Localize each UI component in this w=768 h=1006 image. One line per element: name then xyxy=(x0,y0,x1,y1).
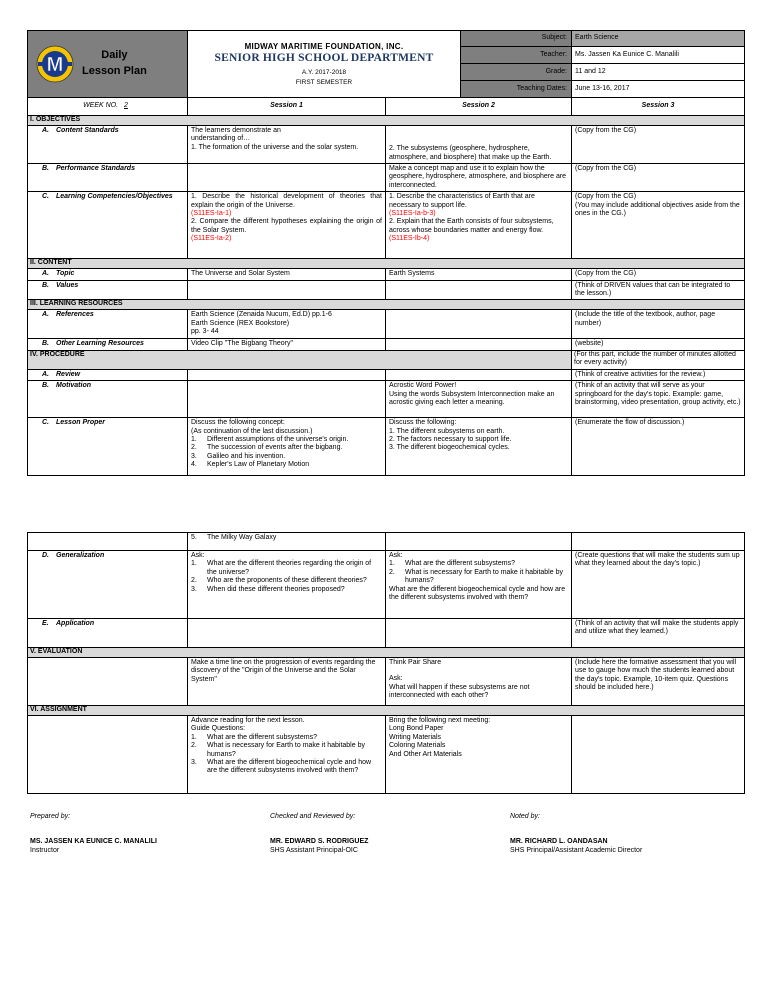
header-table xyxy=(27,30,745,98)
subject-label: Subject: xyxy=(461,31,572,47)
grade-value: 11 and 12 xyxy=(572,64,745,81)
motivation-row: B. Motivation Acrostic Word Power! Using the words Subsystem Interconnection make an acrostic giving each letter a meaning. (Think of an activity that will serve as your springboard for the day's topic. Example: game, brainstorming, video presentation, group activity, etc.) xyxy=(28,381,745,418)
semester: FIRST SEMESTER xyxy=(295,78,353,86)
competency-code: (S11ES-Ia-b-3) xyxy=(389,209,436,217)
content-standards-row: A. Content Standards The learners demonstrate an understanding of… 1. The formation of the universe and the solar system. 2. The subsystems (geosphere, hydrosphere, atmosphere, and biosphere) that make up the Earth. (Copy from the CG) xyxy=(28,126,745,164)
evaluation-row: Make a time line on the progression of events regarding the discovery of the "Origin of the Universe and the Solar System" Think Pair Share Ask: What will happen if these subsystems are not interconnected with each other? (Include here the formative assessment that you will use to gauge how much the students learned about the day's topic. Example, 10-item quiz. Questions should be included here.) xyxy=(28,658,745,706)
noted-by-name: MR. RICHARD L. OANDASAN xyxy=(510,838,608,846)
teacher-label: Teacher: xyxy=(461,47,572,64)
prepared-by-name: MS. JASSEN KA EUNICE C. MANALILI xyxy=(30,838,157,846)
list-item: 2. Who are the proponents of these different theories? xyxy=(191,577,367,585)
content-standards-label: Content Standards xyxy=(56,127,119,134)
procedure-heading-row: IV. PROCEDURE (For this part, include the number of minutes allotted for every activity) xyxy=(28,350,745,369)
dates-value: June 13-16, 2017 xyxy=(572,81,745,98)
topic-row: A. Topic The Universe and Solar System Earth Systems (Copy from the CG) xyxy=(28,269,745,280)
motivation-label: Motivation xyxy=(56,382,91,390)
generalization-row: D. Generalization Ask: 1. What are the different theories regarding the origin of the universe? 2. Who are the proponents of these different theories? 3. When did these different theories proposed? Ask: 1. What are the different subsystems? 2. What is necessary for Earth to make it habitable by humans? What are the different biogeochemical cycle and how are the different subsystems involved with them? (Create questions that will make the students sum up what they learned about the day's topic.) xyxy=(28,551,745,619)
school-info xyxy=(188,31,461,98)
dates-label: Teaching Dates: xyxy=(461,81,572,98)
dept-name: SENIOR HIGH SCHOOL DEPARTMENT xyxy=(214,52,434,65)
subject-value: Earth Science xyxy=(572,31,745,47)
procedure-heading: IV. PROCEDURE xyxy=(28,350,572,369)
week-no: WEEK NO. 2 xyxy=(28,98,188,116)
session-1-header: Session 1 xyxy=(188,98,386,116)
references-row: A. References Earth Science (Zenaida Nucum, Ed.D) pp.1-6 Earth Science (REX Bookstore) pp. 3- 44 (Include the title of the textbook, author, page number) xyxy=(28,310,745,339)
logo-letter: M xyxy=(46,54,64,76)
lesson-proper-row: C. Lesson Proper Discuss the following concept: (As continuation of the last discussion.) 1. Different assumptions of the universe's origin. 2. The succession of events after the bigbang. 3. Galileo and his invention. 4. Kepler's Law of Planetary Motion Discuss the following: 1. The different subsystems on earth. 2. The factors necessary to support life. 3. The different biogeochemical cycles. (Enumerate the flow of discussion.) xyxy=(28,418,745,476)
other-resources-row: B. Other Learning Resources Video Clip "The Bigbang Theory" (website) xyxy=(28,339,745,350)
references-label: References xyxy=(56,311,94,319)
evaluation-heading: V. EVALUATION xyxy=(28,648,745,658)
learning-competencies-label: Learning Competencies/Objectives xyxy=(56,193,173,201)
assignment-row: Advance reading for the next lesson. Guide Questions: 1. What are the different subsystems? 2. What is necessary for Earth to make it habitable by humans? 3. What are the different biogeochemical cycle and how are the different subsystems involved with them? Bring the following next meeting: Long Bond Paper Writing Materials Coloring Materials And Other Art Materials xyxy=(28,716,745,794)
generalization-label: Generalization xyxy=(56,552,105,559)
list-item: 3. Galileo and his invention. xyxy=(191,452,286,460)
checked-by-name: MR. EDWARD S. RODRIGUEZ xyxy=(270,838,369,846)
daily-lesson-plan-title: Daily Lesson Plan xyxy=(82,49,147,77)
learning-competencies-row: C. Learning Competencies/Objectives 1. Describe the historical development of theories that explain the origin of the Universe. (S11ES-Ia-1) 2. Compare the different hypotheses explaining the origin of the Solar System. (S11ES-Ia-2) 1. Describe the characteristics of Earth that are necessary to support life. (S11ES-Ia-b-3) 2. Explain that the Earth consists of four subsystems, across whose boundaries matter and energy flow. (S11ES-Ib-4) (Copy from the CG) (You may include additional objectives aside from the ones in the CG.) xyxy=(28,192,745,259)
application-row: E. Application (Think of an activity that will make the students apply and utilize what they learned.) xyxy=(28,619,745,648)
topic-label: Topic xyxy=(56,270,75,278)
prepared-by-block: Prepared by: MS. JASSEN KA EUNICE C. MANALILI Instructor xyxy=(30,813,157,854)
competency-code: (S11ES-Ib-4) xyxy=(389,235,430,243)
content-heading: II. CONTENT xyxy=(28,259,745,269)
resources-heading: III. LEARNING RESOURCES xyxy=(28,300,745,310)
list-item: 1. What are the different theories regarding the origin of the universe? xyxy=(191,560,372,576)
review-row: A. Review (Think of creative activities for the review.) xyxy=(28,369,745,380)
performance-standards-row: B. Performance Standards Make a concept map and use it to explain how the geosphere, hydrosphere, atmosphere, and biosphere are interconnected. (Copy from the CG) xyxy=(28,164,745,192)
list-item: 5. The Milky Way Galaxy xyxy=(191,534,277,541)
teacher-value: Ms. Jassen Ka Eunice C. Manalili xyxy=(572,47,745,64)
list-item: 1. Different assumptions of the universe's origin. xyxy=(191,435,349,443)
list-item: 1. What are the different subsystems? xyxy=(389,560,515,568)
checked-by-block: Checked and Reviewed by: MR. EDWARD S. RODRIGUEZ SHS Assistant Principal-OIC xyxy=(270,813,369,854)
application-label: Application xyxy=(56,620,95,627)
academic-year: A.Y. 2017-2018 xyxy=(301,68,347,76)
list-item: 2. The succession of events after the bigbang. xyxy=(191,444,343,452)
list-item: 3. When did these different theories proposed? xyxy=(191,585,345,593)
session-2-header: Session 2 xyxy=(386,98,572,116)
session-3-header: Session 3 xyxy=(572,98,745,116)
competency-code: (S11ES-Ia-1) xyxy=(191,209,232,217)
list-item: 3. What are the different biogeochemical cycle and how are the different subsystems involved with them? xyxy=(191,758,372,775)
performance-standards-label: Performance Standards xyxy=(56,165,135,172)
assignment-heading: VI. ASSIGNMENT xyxy=(28,706,745,716)
noted-by-block: Noted by: MR. RICHARD L. OANDASAN SHS Principal/Assistant Academic Director xyxy=(510,813,643,854)
list-item: 2. What is necessary for Earth to make it habitable by humans? xyxy=(191,742,365,758)
list-item: 4. Kepler's Law of Planetary Motion xyxy=(191,461,310,469)
list-item: 1. What are the different subsystems? xyxy=(191,733,317,741)
lesson-table-part2 xyxy=(27,532,745,794)
org-name: MIDWAY MARITIME FOUNDATION, INC. xyxy=(244,41,404,51)
review-label: Review xyxy=(56,370,81,378)
lesson-proper-label: Lesson Proper xyxy=(56,419,106,427)
lesson-proper-continued-row xyxy=(28,533,745,551)
session-header-row xyxy=(28,98,745,116)
objectives-heading: I. OBJECTIVES xyxy=(28,116,745,126)
grade-label: Grade: xyxy=(461,64,572,81)
lesson-table-part1 xyxy=(27,97,745,476)
list-item: 2. What is necessary for Earth to make it habitable by humans? xyxy=(389,568,563,585)
values-row: B. Values (Think of DRIVEN values that can be integrated to the lesson.) xyxy=(28,280,745,300)
school-logo-icon xyxy=(36,45,74,83)
values-label: Values xyxy=(56,281,79,289)
competency-code: (S11ES-Ia-2) xyxy=(191,235,232,243)
other-resources-label: Other Learning Resources xyxy=(56,340,144,348)
logo-block xyxy=(28,31,188,98)
